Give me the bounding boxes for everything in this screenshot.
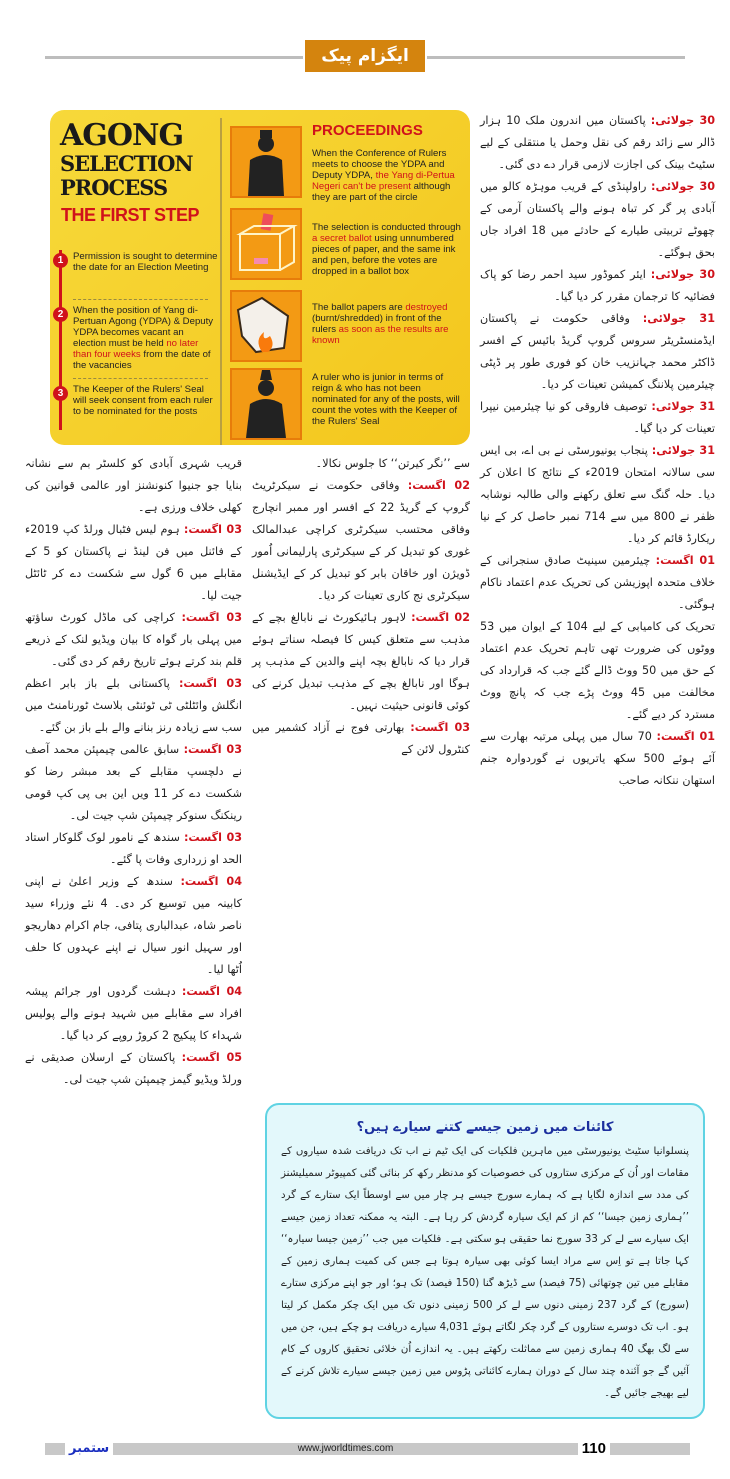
proceeding-text: A ruler who is junior in terms of reign & who has not been nominated for any of the posts, will count the votes with the Keeper of the Rulers' Seal xyxy=(312,372,460,427)
news-item xyxy=(25,453,242,519)
news-item xyxy=(25,871,242,981)
news-date: 03 اگست: xyxy=(410,721,471,734)
news-text: پاکستان کے ارسلان صدیقی نے ورلڈ ویڈیو گیمز چیمپئن شپ جیت لی۔ xyxy=(25,1051,242,1086)
news-date: 01 اگست: xyxy=(656,730,716,743)
header-line-left xyxy=(45,56,303,59)
proceeding-text-part: When the Conference of Rulers meets to choose the YDPA and Deputy YDPA, xyxy=(312,148,447,181)
step-text-part: When the position of Yang di-Pertuan Agong (YDPA) & Deputy YDPA becomes vacant an election must be held xyxy=(73,305,214,349)
news-text: وفاقی حکومت نے سیکرٹریٹ گروپ کے گریڈ 22 کے افسر اور ممبر انچارج وفاقی محتسب سیکرٹری کراچی عبدالمالک غوری کو تبدیل کر کے سیکرٹری پارلیمانی اُمور ڈویژن اور خاقان بابر کو تبدیل کر کے ایڈیشنل سیکرٹری نج کاری تعینات کر دیا۔ xyxy=(252,479,471,602)
proceeding-text-part: The ballot papers are xyxy=(312,302,406,313)
news-text: راولپنڈی کے قریب موہڑہ کالو میں آبادی پر گر کر تباہ ہونے والے پاکستان آرمی کے چھوٹے تربیتی طیارے کے حادثے میں 18 افراد جاں بحق ہوگئے۔ xyxy=(480,180,715,259)
news-date: 31 جولائی: xyxy=(651,444,715,457)
news-text: پاکستان میں اندرون ملک 10 ہزار ڈالر سے زائد رقم کی نقل وحمل یا منتقلی کے لیے سٹیٹ بینک کی اجازت لازمی قرار دے دی گئی۔ xyxy=(480,114,715,171)
agong-infographic xyxy=(50,110,470,445)
proceeding-text-part: using unnumbered pieces of paper, and the same ink and pen, before the votes are dropped in a ballot box xyxy=(312,233,456,277)
footer xyxy=(45,1439,690,1459)
news-date: 02 اگست: xyxy=(407,479,470,492)
section-label: ایگزام پیک xyxy=(305,40,425,72)
title-line: PROCESS xyxy=(60,175,168,200)
news-column-right xyxy=(480,110,715,792)
info-box-body: پنسلوانیا سٹیٹ یونیورسٹی میں ماہرین فلکیات کی ایک ٹیم نے اب تک دریافت شدہ سیاروں کے مقامات اور اُن کے مرکزی ستاروں کی خصوصیات کو مدنظر رکھ کر بنائی گئی کمپیوٹر سمیلیشنز کی مدد سے اندازہ لگایا ہے کہ ہمارے سورج جیسے ہر چار میں سے اوسطاً ایک ستارے کے گرد ’’ہماری زمین جیسا‘‘ کم از کم ایک سیارہ گردش کر رہا ہے۔ البتہ یہ ممکنہ تعداد زمین جیسے ایک سیارے سے لے کر 33 سورج نما حقیقی ہو سکتی ہے۔ فلکیات میں جب ’’زمین جیسا سیارہ‘‘ کہا جاتا ہے تو اِس سے مراد ایسا کوئی بھی سیارہ ہوتا ہے جس کی کمیت ہماری زمین کے مقابلے میں تین چوتھائی (75 فیصد) سے ڈیڑھ گنا (150 فیصد) تک ہو؛ اور جو اپنے مرکزی ستارے (سورج) کے گرد 237 زمینی دنوں سے لے کر 500 زمینی دنوں تک میں ایک چکر مکمل کر لیتا ہو۔ اب تک دوسرے ستاروں کے گرد چکر لگاتے ہوئے 4,031 سیارے دریافت ہو چکے ہیں، جن میں سے لگ بھگ 40 ہماری زمین سے مماثلت رکھتے ہیں۔ یہ اندازے اُن خلائی تحقیق کاروں کے کام آئیں گے جو آئندہ چند سال کے دوران ہمارے کائناتی پڑوس میں زمین جیسے سیارے تلاش کرنے کے لیے بھیجے جائیں گے۔ xyxy=(281,1146,690,1399)
news-item xyxy=(480,440,715,550)
news-column-middle xyxy=(252,453,470,761)
news-item xyxy=(252,475,470,607)
footer-url: www.jworldtimes.com xyxy=(113,1443,578,1455)
news-column-left xyxy=(25,453,242,1091)
info-box xyxy=(265,1103,705,1419)
news-item xyxy=(25,739,242,827)
news-date: 04 اگست: xyxy=(180,875,242,888)
first-step-heading: THE FIRST STEP xyxy=(61,205,200,225)
step-number: 2 xyxy=(53,307,68,322)
news-date: 30 جولائی: xyxy=(651,180,716,193)
news-date: 02 اگست: xyxy=(411,611,470,624)
news-item xyxy=(25,673,242,739)
news-item xyxy=(480,176,715,264)
news-date: 03 اگست: xyxy=(183,831,243,844)
ballot-box-image xyxy=(230,208,302,280)
news-text: قریب شہری آبادی کو کلسٹر بم سے نشانہ بنایا جو جنیوا کنونشنز اور عالمی قوانین کی کھلی خلاف ورزی ہے۔ xyxy=(25,457,242,514)
step-text: Permission is sought to determine the date for an Election Meeting xyxy=(73,251,218,273)
news-date: 05 اگست: xyxy=(181,1051,243,1064)
ruler-silhouette-image xyxy=(230,368,302,440)
proceeding-text-part: although they are part of the circle xyxy=(312,181,451,203)
news-text: کراچی کی ماڈل کورٹ ساؤتھ میں پہلی بار گواہ کا بیان ویڈیو لنک کے ذریعے قلم بند کرتے ہوئے تاریخ رقم کر دی گئی۔ xyxy=(25,611,242,668)
news-item xyxy=(480,308,715,396)
news-text: سابق عالمی چیمپئن محمد آصف نے دلچسپ مقابلے کے بعد مبشر رضا کو شکست دے کر 11 ویں این بی پی کپ قومی رینکنگ سنوکر چیمپئن شپ جیت لی۔ xyxy=(25,743,242,822)
news-item xyxy=(25,1047,242,1091)
proceeding-highlight: a secret ballot xyxy=(312,233,372,244)
dashed-divider xyxy=(73,299,208,300)
title-line: SELECTION xyxy=(60,151,193,176)
news-item xyxy=(480,616,715,726)
news-date: 31 جولائی: xyxy=(651,400,716,413)
news-text: 70 سال میں پہلی مرتبہ بھارت سے آئے ہوئے 500 سکھ یاتریوں نے گوردوارہ جنم استھان ننکانہ صاحب xyxy=(480,730,715,787)
proceeding-text-part: (burnt/shredded) in front of the rulers xyxy=(312,313,442,335)
news-text: تحریک کی کامیابی کے لیے 104 کے ایوان میں 53 ووٹوں کی ضرورت تھی تاہم تحریک عدم اعتماد کے حق میں 50 ووٹ ڈالے گئے جب کہ قرارداد کی مخالفت میں 45 ووٹ پڑے جب کہ پانچ ووٹ مسترد کر دیے گئے۔ xyxy=(480,620,715,721)
step-timeline xyxy=(59,250,62,430)
news-item xyxy=(480,110,715,176)
news-date: 30 جولائی: xyxy=(650,268,715,281)
dashed-divider xyxy=(73,378,208,379)
news-text: ایئر کموڈور سید احمر رضا کو پاک فضائیہ کا ترجمان مقرر کر دیا گیا۔ xyxy=(480,268,715,303)
proceeding-text-part: The selection is conducted through xyxy=(312,222,461,233)
header-line-right xyxy=(427,56,685,59)
left-block xyxy=(25,110,470,1091)
news-item xyxy=(480,726,715,792)
lower-columns xyxy=(25,453,470,1091)
proceedings-heading: PROCEEDINGS xyxy=(312,122,423,139)
news-item xyxy=(480,550,715,616)
news-text: لاہور ہائیکورٹ نے نابالغ بچے کے مذہب سے متعلق کیس کا فیصلہ سناتے ہوئے قرار دیا کہ نابالغ بچہ اپنے والدین کے مذہب پر ہوگا اور نابالغ بچے کے مذہب تبدیل کرنے کی کوئی قانونی حیثیت نہیں۔ xyxy=(252,611,470,712)
proceeding-highlight: as soon as the results are known xyxy=(312,324,449,346)
proceeding-highlight: the Yang di-Pertua Negeri can't be present xyxy=(312,170,455,192)
footer-bar xyxy=(45,1443,65,1455)
news-date: 30 جولائی: xyxy=(650,114,716,127)
news-date: 03 اگست: xyxy=(183,523,242,536)
news-item xyxy=(480,264,715,308)
news-text: سندھ کے نامور لوک گلوکار استاد الحد او زرداری وفات پا گئے۔ xyxy=(25,831,242,866)
news-item xyxy=(25,827,242,871)
news-item xyxy=(252,717,470,761)
step-highlight: no later than four weeks xyxy=(73,338,199,360)
news-date: 03 اگست: xyxy=(183,743,242,756)
news-text: سندھ کے وزیر اعلیٰ نے اپنی کابینہ میں توسیع کر دی۔ 4 نئے وزراء سید ناصر شاہ، عبدالباری پتافی، جام اکرام دھاریجو اور سہیل انور سیال نے اپنے عہدوں کا حلف اُٹھا لیا۔ xyxy=(25,875,242,976)
news-text: توصیف فاروقی کو نیا چیئرمین نیپرا تعینات کر دیا گیا۔ xyxy=(480,400,715,435)
footer-month: ستمبر xyxy=(69,1441,110,1456)
news-item xyxy=(252,453,470,475)
news-item xyxy=(25,519,242,607)
footer-bar xyxy=(610,1443,690,1455)
news-text: سے ’’نگر کیرتن‘‘ کا جلوس نکالا۔ xyxy=(315,457,470,470)
ruler-silhouette-image xyxy=(230,126,302,198)
news-text: وفاقی حکومت نے پاکستان ایڈمنسٹریٹر سروس گروپ گریڈ بائیس کے افسر ڈاکٹر محمد جہانزیب خان کو فوری طور پر ڈپٹی چیئرمین پلاننگ کمیشن تعینات کر دیا۔ xyxy=(480,312,715,391)
news-text: دہشت گردوں اور جرائم پیشہ افراد سے مقابلے میں شہید ہونے والے پولیس شہداء کا پیکیج 2 کروڑ روپے کر دیا گیا۔ xyxy=(25,985,242,1042)
info-box-title: کائنات میں زمین جیسے کتنے سیارے ہیں؟ xyxy=(356,1120,614,1135)
news-item xyxy=(25,981,242,1047)
infographic-divider xyxy=(220,118,222,445)
step-text xyxy=(73,305,218,371)
step-text-part: from the date of the vacancies xyxy=(73,349,211,371)
page-header xyxy=(0,0,730,110)
step-number: 1 xyxy=(53,253,68,268)
news-text: پنجاب یونیورسٹی نے بی اے، بی ایس سی سالانہ امتحان 2019ء کے نتائج کا اعلان کر دیا۔ حلہ گنگ سے تعلق رکھنے والی طالبہ نوشابہ ظفر نے 800 میں سے 714 نمبر حاصل کر کے نیا ریکارڈ قائم کر دیا۔ xyxy=(480,444,715,545)
title-line: AGONG xyxy=(60,118,184,153)
news-text: بھارتی فوج نے آزاد کشمیر میں کنٹرول لائن کے xyxy=(252,721,470,756)
main-content xyxy=(0,110,730,1091)
infographic-title xyxy=(60,120,220,200)
burning-paper-image xyxy=(230,290,302,362)
news-item xyxy=(252,607,470,717)
proceeding-highlight: destroyed xyxy=(405,302,448,313)
step-number: 3 xyxy=(53,386,68,401)
news-item xyxy=(480,396,715,440)
proceeding-text xyxy=(312,222,464,277)
step-text: The Keeper of the Rulers' Seal will seek consent from each ruler to be nominated for the posts xyxy=(73,384,213,417)
news-date: 01 اگست: xyxy=(655,554,715,567)
page-number: 110 xyxy=(581,1440,606,1457)
news-date: 03 اگست: xyxy=(178,677,242,690)
news-text: چیئرمین سینیٹ صادق سنجرانی کے خلاف متحدہ اپوزیشن کی تحریک عدم اعتماد ناکام ہوگئی۔ xyxy=(480,554,715,611)
news-date: 03 اگست: xyxy=(181,611,242,624)
news-text: ہوم لیس فٹبال ورلڈ کپ 2019ء کے فائنل میں فن لینڈ نے پاکستان کو 5 کے مقابلے میں 6 گول سے شکست دے کر ٹائٹل جیت لیا۔ xyxy=(25,523,243,602)
news-item xyxy=(25,607,242,673)
proceeding-text xyxy=(312,302,464,346)
news-date: 31 جولائی: xyxy=(642,312,715,325)
news-date: 04 اگست: xyxy=(181,985,243,998)
proceeding-text xyxy=(312,148,464,203)
news-text: پاکستانی بلے باز بابر اعظم انگلش وائٹلٹی ٹی ٹوئنٹی بلاسٹ ٹورنامنٹ میں سب سے زیادہ رنز بنانے والے بلے باز بن گئے۔ xyxy=(25,677,242,734)
